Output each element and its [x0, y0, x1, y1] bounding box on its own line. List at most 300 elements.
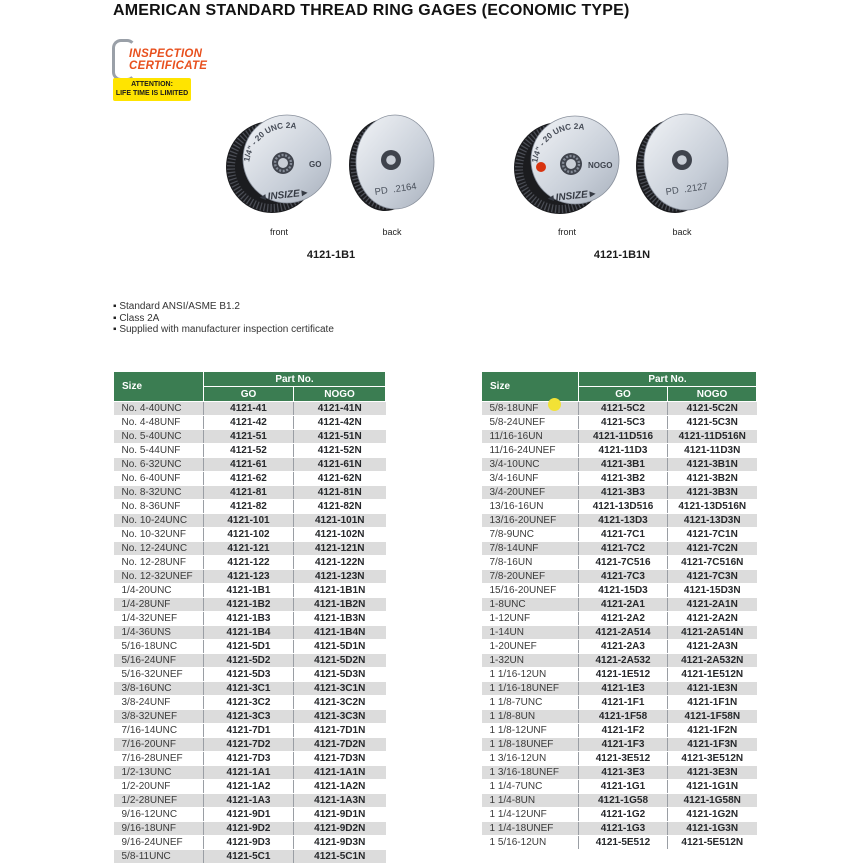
nogo-part-cell: 4121-1A2N — [294, 780, 386, 794]
table-row — [114, 836, 386, 850]
size-cell: 3/4-10UNC — [482, 458, 579, 472]
go-part-cell: 4121-1A2 — [204, 780, 294, 794]
size-column-header: Size — [114, 372, 204, 402]
inspection-certificate-badge — [112, 39, 207, 81]
size-cell: 5/16-32UNEF — [114, 668, 204, 682]
go-part-cell: 4121-7D2 — [204, 738, 294, 752]
table-row — [114, 416, 386, 430]
size-cell: No. 12-24UNC — [114, 542, 204, 556]
table-row — [482, 612, 757, 626]
size-cell: 1 5/16-12UN — [482, 836, 579, 850]
go-part-cell: 4121-11D3 — [579, 444, 668, 458]
size-cell: 1 1/16-18UNEF — [482, 682, 579, 696]
nogo-part-cell: 4121-13D516N — [668, 500, 757, 514]
size-cell: 11/16-16UN — [482, 430, 579, 444]
nogo-part-cell: 4121-1A1N — [294, 766, 386, 780]
size-cell: 1/4-32UNEF — [114, 612, 204, 626]
table-row — [482, 822, 757, 836]
size-cell: 1-14UN — [482, 626, 579, 640]
nogo-part-cell: 4121-11D3N — [668, 444, 757, 458]
table-row — [114, 696, 386, 710]
table-row — [114, 430, 386, 444]
nogo-part-cell: 4121-3C2N — [294, 696, 386, 710]
table-row — [114, 710, 386, 724]
nogo-part-cell: 4121-1G3N — [668, 822, 757, 836]
table-row — [114, 724, 386, 738]
size-cell: 1/2-28UNEF — [114, 794, 204, 808]
nogo-part-cell: 4121-2A2N — [668, 612, 757, 626]
nogo-part-cell: 4121-3C1N — [294, 682, 386, 696]
table-row — [482, 444, 757, 458]
size-cell: 1-12UNF — [482, 612, 579, 626]
table-row — [482, 836, 757, 850]
go-part-cell: 4121-3E512 — [579, 752, 668, 766]
go-part-cell: 4121-41 — [204, 402, 294, 416]
nogo-part-cell: 4121-5C2N — [668, 402, 757, 416]
nogo-front-label: front — [557, 227, 576, 237]
nogo-part-cell: 4121-1F58N — [668, 710, 757, 724]
go-part-cell: 4121-81 — [204, 486, 294, 500]
size-cell: 3/8-32UNEF — [114, 710, 204, 724]
nogo-part-cell: 4121-1B2N — [294, 598, 386, 612]
table-row — [114, 808, 386, 822]
go-part-cell: 4121-2A532 — [579, 654, 668, 668]
go-part-cell: 4121-5C3 — [579, 416, 668, 430]
table-row — [114, 612, 386, 626]
size-cell: 1 3/16-12UN — [482, 752, 579, 766]
thread-size-marking: 1/4" - 20 UNC 2A — [242, 120, 298, 163]
nogo-part-cell: 4121-1B4N — [294, 626, 386, 640]
go-part-cell: 4121-3B1 — [579, 458, 668, 472]
nogo-part-cell: 4121-5C3N — [668, 416, 757, 430]
nogo-part-cell: 4121-5E512N — [668, 836, 757, 850]
size-cell: 5/8-11UNC — [114, 850, 204, 864]
table-row — [482, 780, 757, 794]
size-cell: 5/8-18UNF — [482, 402, 579, 416]
go-part-cell: 4121-1E3 — [579, 682, 668, 696]
feature-item: ▪ Class 2A — [113, 313, 334, 325]
table-row — [482, 668, 757, 682]
size-cell: 7/16-20UNF — [114, 738, 204, 752]
size-cell: 7/8-9UNC — [482, 528, 579, 542]
go-part-cell: 4121-1A3 — [204, 794, 294, 808]
go-part-cell: 4121-2A1 — [579, 598, 668, 612]
nogo-part-cell: 4121-1B3N — [294, 612, 386, 626]
size-cell: 1/4-20UNC — [114, 584, 204, 598]
nogo-part-number-caption: 4121-1B1N — [593, 249, 651, 261]
go-part-cell: 4121-11D516 — [579, 430, 668, 444]
feature-item: ▪ Supplied with manufacturer inspection certificate — [113, 324, 334, 336]
table-row — [114, 584, 386, 598]
go-column-header: GO — [579, 387, 668, 402]
go-part-cell: 4121-62 — [204, 472, 294, 486]
go-part-cell: 4121-15D3 — [579, 584, 668, 598]
nogo-part-cell: 4121-122N — [294, 556, 386, 570]
nogo-part-cell: 4121-1F3N — [668, 738, 757, 752]
size-cell: 7/16-14UNC — [114, 724, 204, 738]
nogo-part-cell: 4121-5D3N — [294, 668, 386, 682]
size-cell: 15/16-20UNEF — [482, 584, 579, 598]
nogo-part-cell: 4121-15D3N — [668, 584, 757, 598]
size-cell: No. 4-48UNF — [114, 416, 204, 430]
size-cell: 9/16-18UNF — [114, 822, 204, 836]
size-cell: 3/8-16UNC — [114, 682, 204, 696]
size-cell: 11/16-24UNEF — [482, 444, 579, 458]
size-cell: No. 10-32UNF — [114, 528, 204, 542]
go-marking: GO — [309, 160, 322, 169]
page-title: AMERICAN STANDARD THREAD RING GAGES (ECONOMIC TYPE) — [113, 2, 630, 19]
go-part-cell: 4121-2A2 — [579, 612, 668, 626]
nogo-part-cell: 4121-41N — [294, 402, 386, 416]
size-cell: 1 1/4-7UNC — [482, 780, 579, 794]
nogo-red-dot — [536, 162, 546, 172]
nogo-ring-gage-front-image — [514, 110, 620, 218]
table-row — [482, 556, 757, 570]
go-part-cell: 4121-1F58 — [579, 710, 668, 724]
size-cell: 1 1/8-8UN — [482, 710, 579, 724]
size-cell: 1/4-36UNS — [114, 626, 204, 640]
go-part-cell: 4121-1B3 — [204, 612, 294, 626]
go-part-cell: 4121-61 — [204, 458, 294, 472]
pitch-diameter-marking: PD .2164 — [373, 181, 418, 198]
highlight-dot — [548, 398, 561, 411]
nogo-part-cell: 4121-101N — [294, 514, 386, 528]
go-part-cell: 4121-1B4 — [204, 626, 294, 640]
size-cell: 1 1/4-12UNF — [482, 808, 579, 822]
table-row — [114, 598, 386, 612]
go-part-cell: 4121-5D3 — [204, 668, 294, 682]
table-row — [482, 542, 757, 556]
table-row — [482, 486, 757, 500]
go-back-label: back — [382, 227, 402, 237]
table-row — [114, 822, 386, 836]
feature-list — [113, 301, 334, 336]
nogo-part-cell: 4121-9D2N — [294, 822, 386, 836]
feature-item: ▪ Standard ANSI/ASME B1.2 — [113, 301, 334, 313]
table-row — [482, 416, 757, 430]
size-cell: No. 8-32UNC — [114, 486, 204, 500]
nogo-part-cell: 4121-1E3N — [668, 682, 757, 696]
go-part-cell: 4121-1G3 — [579, 822, 668, 836]
go-front-label: front — [269, 227, 288, 237]
table-row — [114, 794, 386, 808]
go-part-cell: 4121-1G58 — [579, 794, 668, 808]
size-cell: 5/16-24UNF — [114, 654, 204, 668]
go-part-cell: 4121-3B3 — [579, 486, 668, 500]
size-cell: 3/4-16UNF — [482, 472, 579, 486]
table-row — [114, 640, 386, 654]
table-row — [482, 654, 757, 668]
table-row — [114, 458, 386, 472]
go-part-cell: 4121-7C2 — [579, 542, 668, 556]
nogo-part-cell: 4121-123N — [294, 570, 386, 584]
size-cell: 1 1/8-7UNC — [482, 696, 579, 710]
table-row — [114, 850, 386, 864]
nogo-part-cell: 4121-1F1N — [668, 696, 757, 710]
go-ring-gage-front-image — [226, 109, 332, 217]
part-no-column-header: Part No. — [204, 372, 386, 387]
table-row — [114, 402, 386, 416]
table-row — [114, 752, 386, 766]
table-row — [114, 528, 386, 542]
nogo-part-cell: 4121-3C3N — [294, 710, 386, 724]
nogo-part-cell: 4121-7D1N — [294, 724, 386, 738]
go-part-cell: 4121-102 — [204, 528, 294, 542]
table-row — [482, 598, 757, 612]
size-cell: 1 1/4-18UNEF — [482, 822, 579, 836]
table-row — [482, 640, 757, 654]
size-cell: 7/16-28UNEF — [114, 752, 204, 766]
nogo-part-cell: 4121-7D3N — [294, 752, 386, 766]
nogo-part-cell: 4121-1G2N — [668, 808, 757, 822]
go-part-cell: 4121-7C516 — [579, 556, 668, 570]
nogo-part-cell: 4121-42N — [294, 416, 386, 430]
go-part-cell: 4121-123 — [204, 570, 294, 584]
size-cell: No. 5-44UNF — [114, 444, 204, 458]
nogo-part-cell: 4121-61N — [294, 458, 386, 472]
nogo-part-cell: 4121-9D3N — [294, 836, 386, 850]
nogo-part-cell: 4121-81N — [294, 486, 386, 500]
go-part-cell: 4121-1G1 — [579, 780, 668, 794]
table-row — [482, 724, 757, 738]
nogo-part-cell: 4121-13D3N — [668, 514, 757, 528]
table-row — [482, 696, 757, 710]
go-part-cell: 4121-3C1 — [204, 682, 294, 696]
table-row — [482, 584, 757, 598]
attention-line2: LIFE TIME IS LIMITED — [115, 89, 189, 97]
part-number-table-right — [481, 371, 757, 850]
nogo-part-cell: 4121-2A514N — [668, 626, 757, 640]
size-cell: 7/8-16UN — [482, 556, 579, 570]
nogo-part-cell: 4121-7D2N — [294, 738, 386, 752]
size-cell: 1 3/16-18UNEF — [482, 766, 579, 780]
nogo-part-cell: 4121-2A1N — [668, 598, 757, 612]
size-cell: No. 6-40UNF — [114, 472, 204, 486]
nogo-part-cell: 4121-5C1N — [294, 850, 386, 864]
thread-size-marking: 1/4" - 20 UNC 2A — [530, 121, 586, 164]
size-cell: 3/8-24UNF — [114, 696, 204, 710]
nogo-part-cell: 4121-5D1N — [294, 640, 386, 654]
table-row — [114, 570, 386, 584]
go-part-cell: 4121-1B2 — [204, 598, 294, 612]
table-row — [114, 668, 386, 682]
nogo-part-cell: 4121-7C3N — [668, 570, 757, 584]
attention-badge — [113, 78, 191, 101]
go-part-cell: 4121-7C3 — [579, 570, 668, 584]
go-part-number-caption: 4121-1B1 — [306, 249, 356, 261]
go-part-cell: 4121-9D2 — [204, 822, 294, 836]
table-row — [482, 402, 757, 416]
size-cell: 1 1/8-12UNF — [482, 724, 579, 738]
go-part-cell: 4121-5D2 — [204, 654, 294, 668]
table-row — [482, 808, 757, 822]
go-part-cell: 4121-2A514 — [579, 626, 668, 640]
table-row — [114, 486, 386, 500]
size-cell: 1/2-20UNF — [114, 780, 204, 794]
certificate-line1: INSPECTION — [129, 48, 203, 60]
attention-line1: ATTENTION: — [131, 81, 173, 88]
size-cell: No. 5-40UNC — [114, 430, 204, 444]
table-row — [482, 458, 757, 472]
nogo-part-cell: 4121-1E512N — [668, 668, 757, 682]
table-row — [482, 528, 757, 542]
size-cell: 1 1/16-12UN — [482, 668, 579, 682]
size-cell: 1 1/4-8UN — [482, 794, 579, 808]
table-row — [482, 626, 757, 640]
size-cell: 9/16-24UNEF — [114, 836, 204, 850]
nogo-column-header: NOGO — [294, 387, 386, 402]
nogo-part-cell: 4121-7C2N — [668, 542, 757, 556]
insize-logo: ◄INSIZE► — [545, 188, 599, 205]
size-cell: 1/4-28UNF — [114, 598, 204, 612]
go-part-cell: 4121-1F3 — [579, 738, 668, 752]
size-cell: 1/2-13UNC — [114, 766, 204, 780]
pitch-diameter-marking: PD .2127 — [664, 181, 709, 198]
go-part-cell: 4121-5E512 — [579, 836, 668, 850]
nogo-part-cell: 4121-102N — [294, 528, 386, 542]
size-cell: 1-8UNC — [482, 598, 579, 612]
table-row — [482, 430, 757, 444]
go-part-cell: 4121-1A1 — [204, 766, 294, 780]
table-row — [114, 626, 386, 640]
go-part-cell: 4121-7C1 — [579, 528, 668, 542]
part-no-column-header: Part No. — [579, 372, 757, 387]
table-row — [114, 780, 386, 794]
go-part-cell: 4121-82 — [204, 500, 294, 514]
go-part-cell: 4121-9D1 — [204, 808, 294, 822]
nogo-part-cell: 4121-9D1N — [294, 808, 386, 822]
go-part-cell: 4121-42 — [204, 416, 294, 430]
table-row — [114, 444, 386, 458]
table-row — [482, 752, 757, 766]
nogo-part-cell: 4121-2A532N — [668, 654, 757, 668]
go-part-cell: 4121-3C3 — [204, 710, 294, 724]
size-cell: 5/8-24UNEF — [482, 416, 579, 430]
nogo-part-cell: 4121-2A3N — [668, 640, 757, 654]
go-part-cell: 4121-2A3 — [579, 640, 668, 654]
table-row — [114, 738, 386, 752]
certificate-line2: CERTIFICATE — [129, 60, 208, 72]
go-part-cell: 4121-121 — [204, 542, 294, 556]
table-row — [114, 514, 386, 528]
table-row — [114, 682, 386, 696]
size-cell: 1-20UNEF — [482, 640, 579, 654]
go-part-cell: 4121-3C2 — [204, 696, 294, 710]
size-column-header: Size — [482, 372, 579, 402]
part-number-table-left — [113, 371, 386, 864]
size-cell: No. 4-40UNC — [114, 402, 204, 416]
nogo-part-cell: 4121-3B2N — [668, 472, 757, 486]
go-part-cell: 4121-3E3 — [579, 766, 668, 780]
go-part-cell: 4121-7D1 — [204, 724, 294, 738]
size-cell: No. 6-32UNC — [114, 458, 204, 472]
nogo-ring-gage-back-image — [634, 112, 730, 216]
go-part-cell: 4121-7D3 — [204, 752, 294, 766]
size-cell: 5/16-18UNC — [114, 640, 204, 654]
table-row — [482, 500, 757, 514]
go-part-cell: 4121-1F1 — [579, 696, 668, 710]
nogo-part-cell: 4121-62N — [294, 472, 386, 486]
nogo-part-cell: 4121-82N — [294, 500, 386, 514]
go-part-cell: 4121-5C1 — [204, 850, 294, 864]
size-cell: 1-32UN — [482, 654, 579, 668]
nogo-column-header: NOGO — [668, 387, 757, 402]
go-part-cell: 4121-1G2 — [579, 808, 668, 822]
size-cell: 13/16-20UNEF — [482, 514, 579, 528]
size-cell: No. 8-36UNF — [114, 500, 204, 514]
go-part-cell: 4121-101 — [204, 514, 294, 528]
nogo-part-cell: 4121-7C516N — [668, 556, 757, 570]
go-part-cell: 4121-1E512 — [579, 668, 668, 682]
go-ring-gage-back-image — [348, 112, 436, 214]
table-row — [482, 514, 757, 528]
table-row — [482, 794, 757, 808]
insize-logo: ◄INSIZE► — [257, 187, 311, 204]
table-row — [482, 738, 757, 752]
nogo-part-cell: 4121-1B1N — [294, 584, 386, 598]
nogo-marking: NOGO — [588, 161, 613, 170]
go-part-cell: 4121-1F2 — [579, 724, 668, 738]
table-row — [482, 472, 757, 486]
go-part-cell: 4121-122 — [204, 556, 294, 570]
certificate-label — [129, 48, 207, 72]
nogo-part-cell: 4121-1G1N — [668, 780, 757, 794]
nogo-part-cell: 4121-1F2N — [668, 724, 757, 738]
go-part-cell: 4121-3B2 — [579, 472, 668, 486]
size-cell: 1 1/8-18UNEF — [482, 738, 579, 752]
nogo-part-cell: 4121-7C1N — [668, 528, 757, 542]
size-cell: No. 12-32UNEF — [114, 570, 204, 584]
size-cell: No. 12-28UNF — [114, 556, 204, 570]
go-part-cell: 4121-9D3 — [204, 836, 294, 850]
table-row — [482, 710, 757, 724]
nogo-part-cell: 4121-3B3N — [668, 486, 757, 500]
size-cell: 13/16-16UN — [482, 500, 579, 514]
go-column-header: GO — [204, 387, 294, 402]
size-cell: 7/8-20UNEF — [482, 570, 579, 584]
nogo-part-cell: 4121-52N — [294, 444, 386, 458]
table-row — [114, 500, 386, 514]
go-part-cell: 4121-13D516 — [579, 500, 668, 514]
size-cell: 9/16-12UNC — [114, 808, 204, 822]
go-part-cell: 4121-13D3 — [579, 514, 668, 528]
size-cell: 7/8-14UNF — [482, 542, 579, 556]
table-row — [482, 766, 757, 780]
nogo-part-cell: 4121-3E3N — [668, 766, 757, 780]
go-part-cell: 4121-51 — [204, 430, 294, 444]
nogo-part-cell: 4121-121N — [294, 542, 386, 556]
size-cell: No. 10-24UNC — [114, 514, 204, 528]
table-row — [114, 654, 386, 668]
table-row — [482, 570, 757, 584]
nogo-part-cell: 4121-1A3N — [294, 794, 386, 808]
table-row — [114, 472, 386, 486]
table-row — [114, 766, 386, 780]
table-row — [114, 556, 386, 570]
nogo-part-cell: 4121-3B1N — [668, 458, 757, 472]
go-part-cell: 4121-1B1 — [204, 584, 294, 598]
go-part-cell: 4121-5C2 — [579, 402, 668, 416]
nogo-part-cell: 4121-5D2N — [294, 654, 386, 668]
nogo-part-cell: 4121-1G58N — [668, 794, 757, 808]
nogo-part-cell: 4121-11D516N — [668, 430, 757, 444]
nogo-back-label: back — [672, 227, 692, 237]
size-cell: 3/4-20UNEF — [482, 486, 579, 500]
nogo-part-cell: 4121-3E512N — [668, 752, 757, 766]
table-row — [482, 682, 757, 696]
table-row — [114, 542, 386, 556]
nogo-part-cell: 4121-51N — [294, 430, 386, 444]
